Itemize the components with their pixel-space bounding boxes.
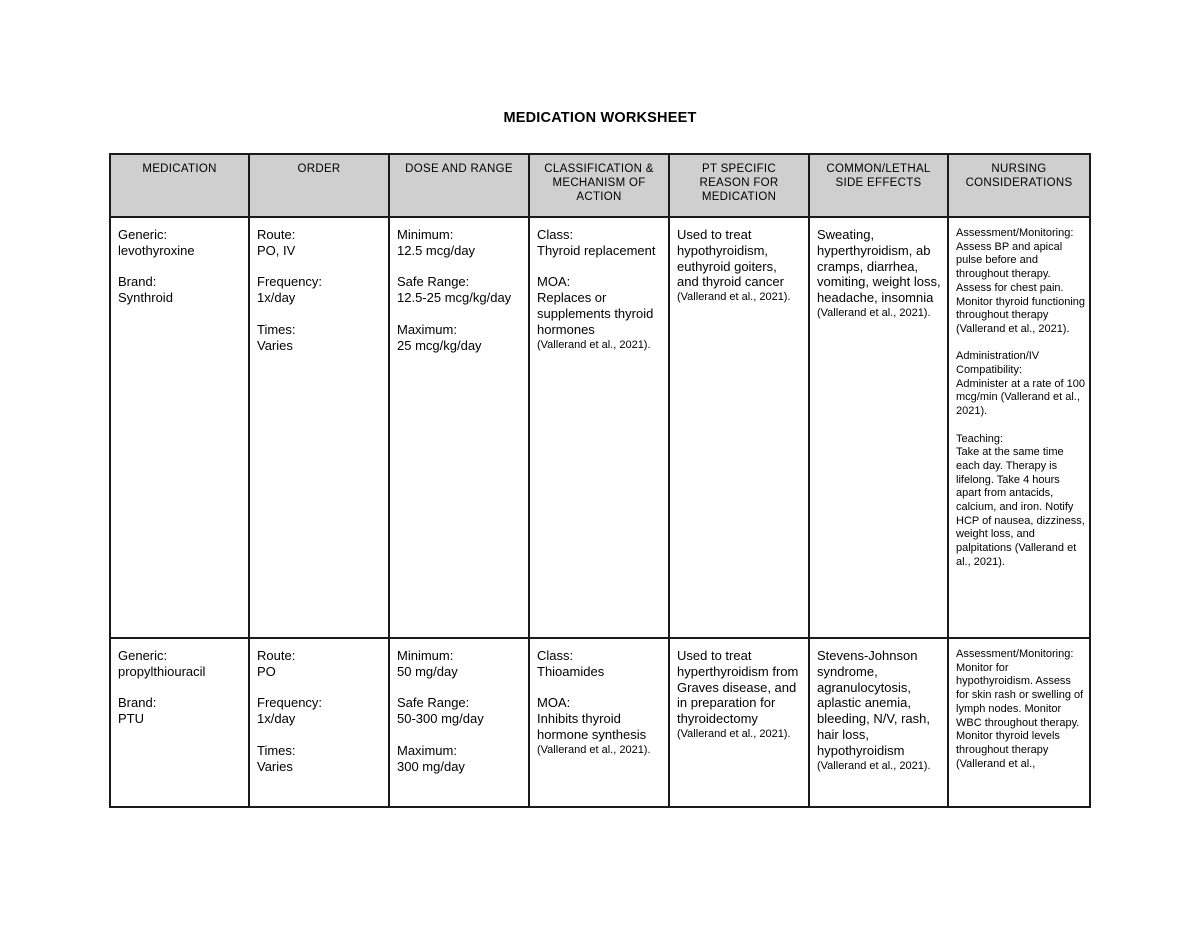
maximum-value: 300 mg/day <box>397 758 465 774</box>
teaching-text: Take at the same time each day. Therapy is lifelong. Take 4 hours apart from antacids, calcium, and iron. Notify HCP of nausea, dizziness, weight loss, and palpitations (Vallerand et al., 2021). <box>956 446 1085 568</box>
medication-table <box>109 153 1091 808</box>
medication-cell <box>110 638 249 807</box>
assessment-label: Assessment/Monitoring: <box>956 648 1074 660</box>
moa-label: MOA: <box>537 274 571 290</box>
citation: (Vallerand et al., 2021). <box>677 727 791 740</box>
moa-value: Replaces or supplements thyroid hormones <box>537 290 654 337</box>
table-row <box>110 217 1090 638</box>
assessment-label: Assessment/Monitoring: <box>956 227 1074 239</box>
generic-name: levothyroxine <box>118 242 195 258</box>
safe-range-value: 12.5-25 mcg/kg/day <box>397 290 512 306</box>
route-value: PO <box>257 663 276 679</box>
dose-cell <box>389 217 529 638</box>
worksheet-title: MEDICATION WORKSHEET <box>503 110 697 126</box>
times-label: Times: <box>257 742 296 758</box>
side-effects-cell <box>809 638 948 807</box>
class-label: Class: <box>537 648 574 663</box>
frequency-label: Frequency: <box>257 274 323 290</box>
brand-name: Synthroid <box>118 290 173 306</box>
minimum-value: 12.5 mcg/day <box>397 242 476 258</box>
header-reason: PT SPECIFIC REASON FOR MEDICATION <box>669 154 809 217</box>
route-label: Route: <box>257 227 296 242</box>
assessment-text: Assess BP and apical pulse before and throughout therapy. Assess for chest pain. Monitor thyroid functioning throughout therapy (Vallerand et al., 2021). <box>956 240 1086 335</box>
dose-cell <box>389 638 529 807</box>
header-dose-range: DOSE AND RANGE <box>389 154 529 217</box>
teaching-label: Teaching: <box>956 432 1004 445</box>
header-medication: MEDICATION <box>110 154 249 217</box>
nursing-cell <box>948 638 1090 807</box>
moa-value: Inhibits thyroid hormone synthesis <box>537 711 647 742</box>
generic-name: propylthiouracil <box>118 663 206 679</box>
maximum-value: 25 mcg/kg/day <box>397 337 482 353</box>
route-value: PO, IV <box>257 242 296 258</box>
reason-text: Used to treat hypothyroidism, euthyroid goiters, and thyroid cancer <box>677 227 784 290</box>
medication-cell <box>110 217 249 638</box>
header-nursing: NURSING CONSIDERATIONS <box>948 154 1090 217</box>
generic-label: Generic: <box>118 648 168 663</box>
side-effects-text: Sweating, hyperthyroidism, ab cramps, diarrhea, vomiting, weight loss, headache, insomnia <box>817 227 941 306</box>
reason-text: Used to treat hyperthyroidism from Graves disease, and in preparation for thyroidectomy <box>677 648 799 727</box>
frequency-value: 1x/day <box>257 711 296 727</box>
classification-cell <box>529 217 669 638</box>
brand-label: Brand: <box>118 695 157 711</box>
safe-range-label: Safe Range: <box>397 274 470 290</box>
citation: (Vallerand et al., 2021). <box>817 759 931 772</box>
class-label: Class: <box>537 227 574 242</box>
table-row <box>110 638 1090 807</box>
side-effects-cell <box>809 217 948 638</box>
class-value: Thyroid replacement <box>537 242 656 258</box>
safe-range-value: 50-300 mg/day <box>397 711 484 727</box>
generic-label: Generic: <box>118 227 168 242</box>
maximum-label: Maximum: <box>397 321 457 337</box>
administration-label: Administration/IV Compatibility: <box>956 350 1040 377</box>
reason-cell <box>669 217 809 638</box>
brand-name: PTU <box>118 711 144 727</box>
safe-range-label: Safe Range: <box>397 695 470 711</box>
maximum-label: Maximum: <box>397 742 457 758</box>
frequency-value: 1x/day <box>257 290 296 306</box>
header-side-effects: COMMON/LETHAL SIDE EFFECTS <box>809 154 948 217</box>
assessment-text: Monitor for hypothyroidism. Assess for skin rash or swelling of lymph nodes. Monitor WBC throughout therapy. Monitor thyroid levels throughout therapy (Vallerand et al., <box>956 661 1084 770</box>
side-effects-text: Stevens-Johnson syndrome, agranulocytosis, aplastic anemia, bleeding, N/V, rash, hair loss, hypothyroidism <box>817 648 930 758</box>
header-row <box>110 154 1090 217</box>
times-value: Varies <box>257 758 293 774</box>
administration-text: Administer at a rate of 100 mcg/min (Vallerand et al., 2021). <box>956 377 1086 418</box>
header-order: ORDER <box>249 154 389 217</box>
citation: (Vallerand et al., 2021). <box>817 306 931 319</box>
minimum-label: Minimum: <box>397 227 454 242</box>
frequency-label: Frequency: <box>257 695 323 711</box>
route-label: Route: <box>257 648 296 663</box>
times-label: Times: <box>257 321 296 337</box>
reason-cell <box>669 638 809 807</box>
minimum-label: Minimum: <box>397 648 454 663</box>
classification-cell <box>529 638 669 807</box>
minimum-value: 50 mg/day <box>397 663 458 679</box>
order-cell <box>249 217 389 638</box>
citation: (Vallerand et al., 2021). <box>537 743 651 756</box>
citation: (Vallerand et al., 2021). <box>537 338 651 351</box>
class-value: Thioamides <box>537 663 605 679</box>
brand-label: Brand: <box>118 274 157 290</box>
moa-label: MOA: <box>537 695 571 711</box>
order-cell <box>249 638 389 807</box>
nursing-cell <box>948 217 1090 638</box>
header-classification: CLASSIFICATION & MECHANISM OF ACTION <box>529 154 669 217</box>
times-value: Varies <box>257 337 293 353</box>
citation: (Vallerand et al., 2021). <box>677 291 791 304</box>
